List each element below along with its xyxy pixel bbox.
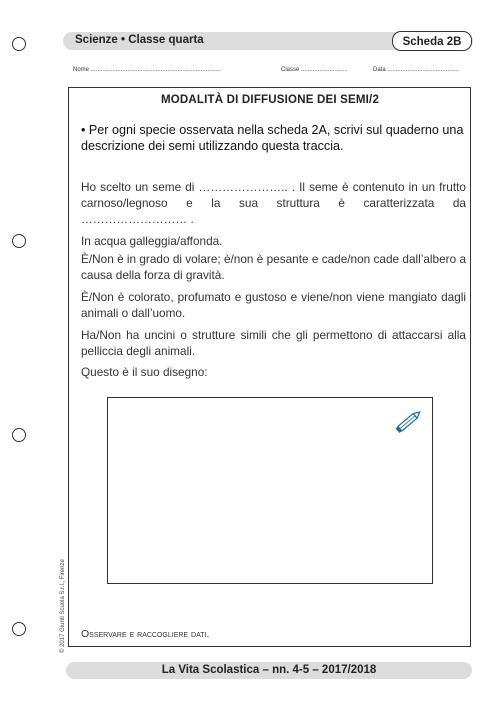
subject-label: Scienze • Classe quarta <box>75 34 204 46</box>
class-field: Classe ............................ <box>281 67 348 73</box>
paragraph-water: In acqua galleggia/affonda. <box>81 234 223 248</box>
worksheet-title: MODALITÀ DI DIFFUSIONE DEI SEMI/2 <box>160 94 380 106</box>
punch-hole <box>12 622 26 636</box>
publication-info: La Vita Scolastica – nn. 4-5 – 2017/2018 <box>161 664 377 676</box>
copyright-text: © 2017 Giunti Scuola S.r.l., Firenze <box>60 559 66 653</box>
punch-hole <box>12 37 26 51</box>
instruction-text: • Per ogni specie osservata nella scheda 2A, scrivi sul quaderno una descrizione dei semi utilizzando questa traccia. <box>81 123 464 153</box>
skill-note: Osservare e raccogliere dati. <box>81 628 210 640</box>
punch-hole <box>12 428 26 442</box>
drawing-box[interactable] <box>107 397 433 584</box>
sheet-tab: Scheda 2B <box>392 31 472 51</box>
paragraph-seed-choice: Ho scelto un seme di ………………….. . Il seme è contenuto in un frutto carnoso/legnoso e la sua struttura è caratterizzata da ……………………… . <box>81 180 466 226</box>
paragraph-drawing: Questo è il suo disegno: <box>81 365 208 379</box>
pencil-icon <box>394 408 424 434</box>
paragraph-flight: È/Non è in grado di volare; è/non è pesante e cade/non cade dall’albero a causa della forza di gravità. <box>81 252 466 282</box>
name-field: Nome .............................................................................. <box>73 67 221 73</box>
punch-hole <box>12 234 26 248</box>
paragraph-hooks: Ha/Non ha uncini o strutture simili che gli permettono di attaccarsi alla pelliccia degli animali. <box>81 328 466 358</box>
paragraph-color: È/Non è colorato, profumato e gustoso e viene/non viene mangiato dagli animali o dall’uomo. <box>81 290 466 320</box>
date-field: Data ........................................... <box>373 67 460 73</box>
